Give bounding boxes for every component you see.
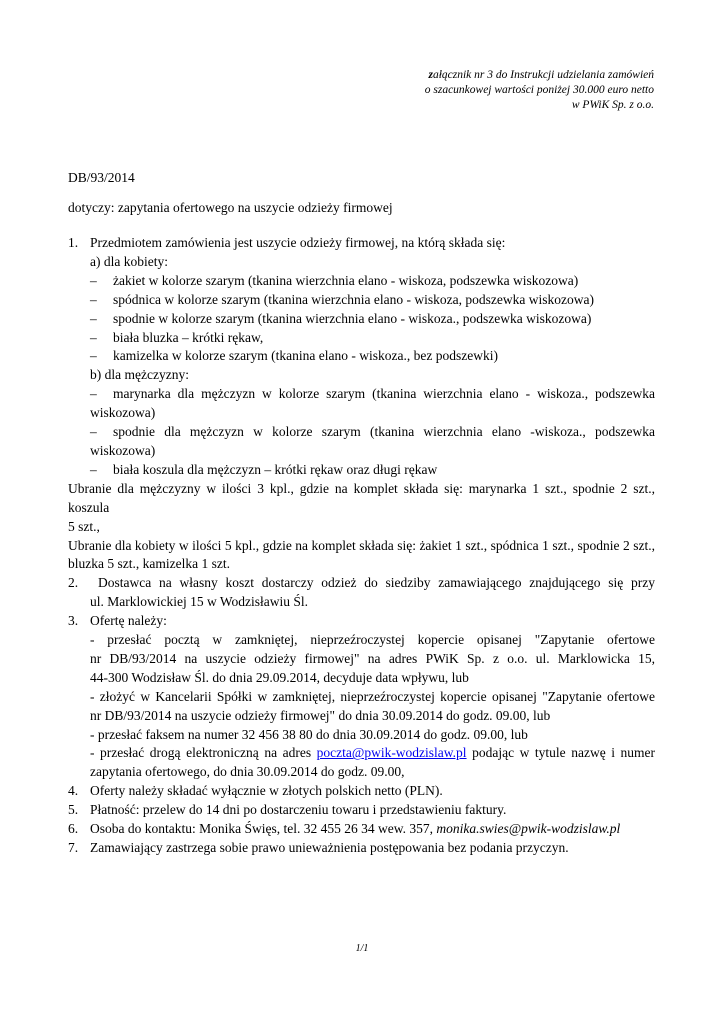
item-number: 5. (68, 802, 79, 818)
item-text: Osoba do kontaktu: Monika Święs, tel. 32 455 26 34 wew. 357, monika.swies@pwik-wodzislaw.pl (90, 821, 621, 837)
item-text: Dostawca na własny koszt dostarczy odzież do siedziby zamawiającego znajdującego się przy (98, 575, 655, 591)
women-item: – kamizelka w kolorze szarym (tkanina elano - wiskoza., bez podszewki) (90, 348, 498, 364)
men-set-description: Ubranie dla mężczyzny w ilości 3 kpl., gdzie na komplet składa się: marynarka 1 szt., spodnie 2 szt., koszula (68, 480, 655, 515)
contact-email: monika.swies@pwik-wodzislaw.pl (436, 821, 621, 837)
item-text: Zamawiający zastrzega sobie prawo unieważnienia postępowania bez podania przyczyn. (90, 840, 569, 855)
item-text: Oferty należy składać wyłącznie w złotych polskich netto (PLN). (90, 783, 443, 799)
list-item-7 (68, 839, 655, 858)
item-text: Płatność: przelew do 14 dni po dostarczeniu towaru i przedstawieniu faktury. (90, 802, 507, 818)
header-line-2: o szacunkowej wartości poniżej 30.000 euro netto (424, 84, 654, 96)
item-number: 1. (68, 235, 79, 250)
page-number: 1/1 (355, 943, 369, 954)
header-line-1: załącznik nr 3 do Instrukcji udzielania zamówień (428, 69, 654, 81)
delivery-option-office: - złożyć w Kancelarii Spółki w zamkniętej, nieprzeźroczystej kopercie opisanej "Zapytanie ofertowe (90, 688, 655, 704)
men-item-continuation: wiskozowa) (90, 405, 156, 421)
item-number: 3. (68, 613, 79, 629)
men-label: b) dla mężczyzny: (90, 367, 189, 383)
document-body (68, 234, 655, 858)
list-item-2 (68, 574, 655, 593)
delivery-option-post: - przesłać pocztą w zamkniętej, nieprzeźroczystej kopercie opisanej "Zapytanie ofertowe (90, 632, 655, 648)
men-item-continuation: wiskozowa) (90, 442, 156, 458)
delivery-option-email: - przesłać drogą elektroniczną na adres poczta@pwik-wodzislaw.pl podając w tytule nazwę i numer (90, 745, 656, 761)
women-item: – spodnie w kolorze szarym (tkanina wierzchnia elano - wiskoza., podszewka wiskozowa) (90, 310, 592, 326)
list-item-5 (68, 801, 655, 820)
women-set-description-cont: bluzka 5 szt., kamizelka 1 szt. (68, 556, 230, 572)
women-set-description: Ubranie dla kobiety w ilości 5 kpl., gdzie na komplet składa się: żakiet 1 szt., spódnica 1 szt., spodnie 2 szt., (68, 537, 655, 553)
women-item: – spódnica w kolorze szarym (tkanina wierzchnia elano - wiskoza, podszewka wiskozowa) (90, 291, 594, 307)
delivery-option-post-cont: nr DB/93/2014 na uszycie odzieży firmowej" na adres PWiK Sp. z o.o. ul. Marklowicka 15, (90, 650, 655, 666)
men-item: – biała koszula dla mężczyzn – krótki rękaw oraz długi rękaw (90, 461, 438, 477)
women-item: – żakiet w kolorze szarym (tkanina wierzchnia elano - wiskoza, podszewka wiskozowa) (90, 272, 579, 288)
email-link[interactable]: poczta@pwik-wodzislaw.pl (316, 745, 467, 761)
header-line-3: w PWiK Sp. z o.o. (571, 99, 654, 111)
item-number: 6. (68, 821, 79, 837)
list-item-3 (68, 612, 655, 631)
list-item-1 (68, 234, 655, 253)
item-text: Przedmiotem zamówienia jest uszycie odzieży firmowej, na którą składa się: (90, 235, 506, 250)
item-text-continuation: ul. Marklowickiej 15 w Wodzisławiu Śl. (90, 594, 309, 610)
women-label: a) dla kobiety: (90, 253, 168, 269)
document-subject: dotyczy: zapytania ofertowego na uszycie odzieży firmowej (68, 200, 393, 215)
men-set-description-cont: 5 szt., (68, 518, 100, 534)
delivery-option-email-cont: zapytania ofertowego, do dnia 30.09.2014 do godz. 09.00, (90, 764, 405, 780)
men-item: – spodnie dla mężczyzn w kolorze szarym (tkanina wierzchnia elano -wiskoza., podszewka (90, 424, 655, 440)
list-item-6 (68, 820, 655, 839)
item-number: 7. (68, 840, 79, 855)
item-number: 2. (68, 575, 79, 591)
delivery-option-fax: - przesłać faksem na numer 32 456 38 80 do dnia 30.09.2014 do godz. 09.00, lub (90, 726, 528, 742)
attachment-header (425, 68, 654, 113)
delivery-option-office-cont: nr DB/93/2014 na uszycie odzieży firmowej" do dnia 30.09.2014 do godz. 09.00, lub (90, 707, 551, 723)
item-number: 4. (68, 783, 79, 799)
list-item-4 (68, 782, 655, 801)
item-text: Ofertę należy: (90, 613, 167, 629)
women-item: – biała bluzka – krótki rękaw, (90, 329, 264, 345)
men-item: – marynarka dla mężczyzn w kolorze szarym (tkanina wierzchnia elano - wiskoza., podszewka (90, 386, 655, 402)
document-reference: DB/93/2014 (68, 170, 135, 185)
delivery-option-post-cont: 44-300 Wodzisław Śl. do dnia 29.09.2014, decyduje data wpływu, lub (90, 669, 469, 685)
